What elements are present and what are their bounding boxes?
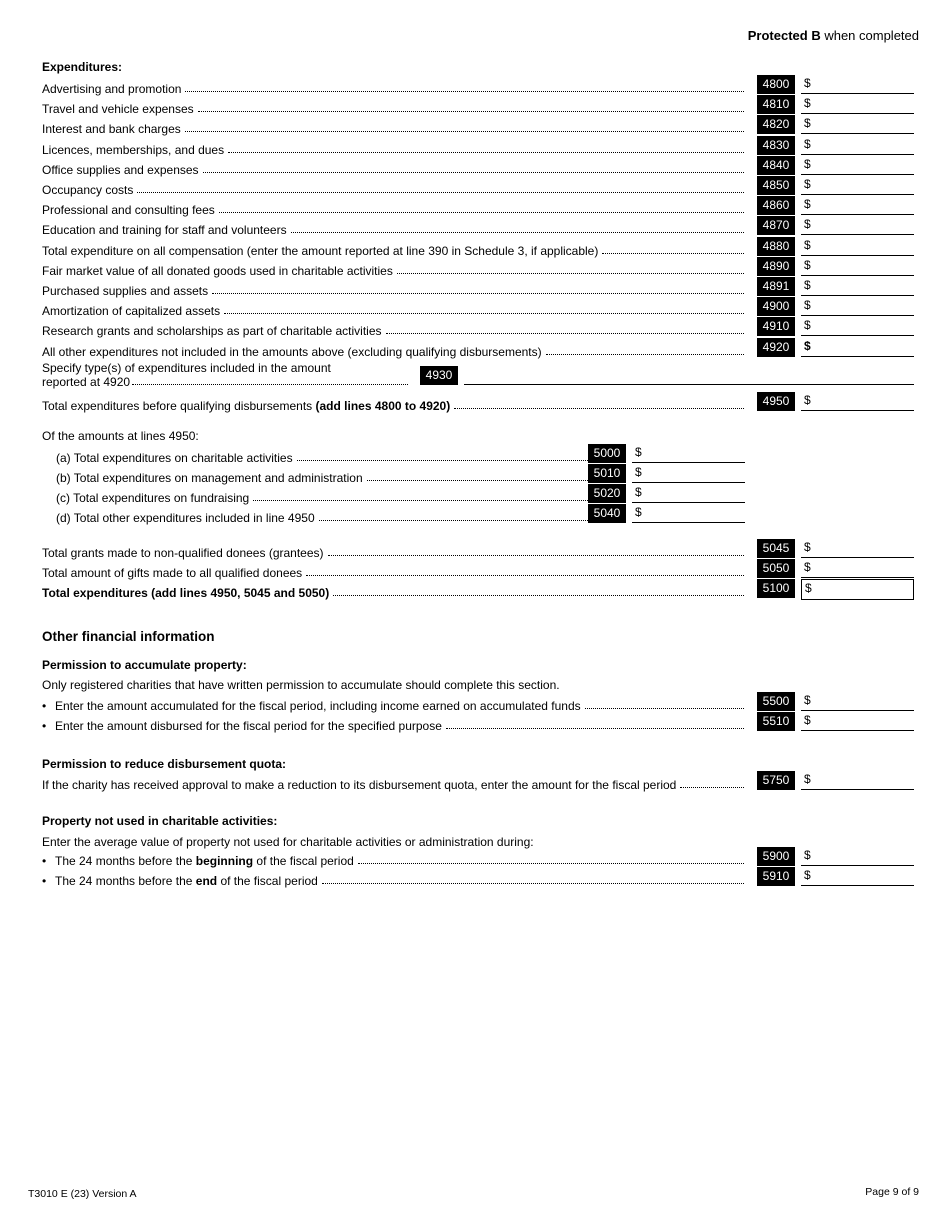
currency-symbol: $ <box>804 772 811 786</box>
currency-symbol: $ <box>635 485 642 499</box>
field-4890[interactable] <box>801 257 914 276</box>
accumulate-title: Permission to accumulate property: <box>42 658 247 672</box>
line-4880-label: Total expenditure on all compensation (enter the amount reported at line 390 in Schedule 3, if applicable) <box>42 244 599 258</box>
form-id: T3010 E (23) Version A <box>28 1188 137 1200</box>
leader-dots <box>680 776 744 788</box>
code-4810: 4810 <box>757 95 795 114</box>
currency-symbol: $ <box>804 116 811 130</box>
leader-dots <box>132 375 408 385</box>
field-4880[interactable] <box>801 237 914 256</box>
code-5100: 5100 <box>757 579 795 598</box>
field-5020[interactable] <box>632 484 745 503</box>
leader-dots <box>386 322 744 334</box>
line-5500-label: Enter the amount accumulated for the fiscal period, including income earned on accumulated funds <box>55 699 581 713</box>
total-4950-label-bold: (add lines 4800 to 4920) <box>315 399 451 413</box>
total-before-qualifying-row <box>42 397 744 415</box>
code-4870: 4870 <box>757 216 795 235</box>
property-title: Property not used in charitable activities: <box>42 814 278 828</box>
line-5045-label: Total grants made to non-qualified donees (grantees) <box>42 546 324 560</box>
leader-dots <box>319 509 590 521</box>
total-expenditures-row <box>42 584 744 602</box>
field-5000[interactable] <box>632 444 745 463</box>
code-4800: 4800 <box>757 75 795 94</box>
bullet-icon: • <box>42 719 47 733</box>
code-5000: 5000 <box>588 444 626 463</box>
field-4820[interactable] <box>801 115 914 134</box>
total-5100-label: Total expenditures (add lines 4950, 5045 and 5050) <box>42 586 333 600</box>
line-5010-row <box>56 469 590 487</box>
reduce-label: If the charity has received approval to make a reduction to its disbursement quota, enter the amount for the fiscal period <box>42 778 680 792</box>
line-4860-row <box>42 201 744 219</box>
currency-symbol: $ <box>804 693 811 707</box>
breakdown-intro: Of the amounts at lines 4950: <box>42 429 199 443</box>
field-4850[interactable] <box>801 176 914 195</box>
field-4800[interactable] <box>801 75 914 94</box>
code-5500: 5500 <box>757 692 795 711</box>
field-5910[interactable] <box>801 867 914 886</box>
expenditures-title: Expenditures: <box>42 60 123 74</box>
bullet-icon: • <box>42 854 47 868</box>
leader-dots <box>212 282 744 294</box>
leader-dots <box>358 852 744 864</box>
code-4920: 4920 <box>757 338 795 357</box>
field-4950[interactable] <box>801 392 914 411</box>
leader-dots <box>306 564 744 576</box>
leader-dots <box>185 120 744 132</box>
line-4910-label: Research grants and scholarships as part of charitable activities <box>42 324 382 338</box>
code-5510: 5510 <box>757 712 795 731</box>
currency-symbol: $ <box>804 76 811 90</box>
code-5020: 5020 <box>588 484 626 503</box>
specify-input-line[interactable] <box>464 384 914 385</box>
currency-symbol: $ <box>804 137 811 151</box>
line-5050-row <box>42 564 744 582</box>
currency-symbol: $ <box>804 238 811 252</box>
currency-symbol: $ <box>804 258 811 272</box>
field-5040[interactable] <box>632 504 745 523</box>
code-5750: 5750 <box>757 771 795 790</box>
line-5000-label: (a) Total expenditures on charitable activities <box>56 451 293 465</box>
leader-dots <box>446 717 744 729</box>
leader-dots <box>203 161 744 173</box>
line-4830-label: Licences, memberships, and dues <box>42 143 225 157</box>
field-4900[interactable] <box>801 297 914 316</box>
field-5500[interactable] <box>801 692 914 711</box>
field-5100[interactable] <box>801 579 914 600</box>
line-5000-row <box>56 449 590 467</box>
line-5510-row <box>42 717 744 735</box>
line-5500-row <box>42 697 744 715</box>
line-4800-label: Advertising and promotion <box>42 82 182 96</box>
property-end-row: • The 24 months before the end of the fiscal period <box>42 872 744 890</box>
currency-symbol: $ <box>805 581 812 595</box>
line-4810-row <box>42 100 744 118</box>
code-4880: 4880 <box>757 237 795 256</box>
leader-dots <box>297 449 590 461</box>
currency-symbol: $ <box>804 339 811 353</box>
code-4891: 4891 <box>757 277 795 296</box>
currency-symbol: $ <box>804 848 811 862</box>
line-4810-label: Travel and vehicle expenses <box>42 102 194 116</box>
line-4800-row <box>42 80 744 98</box>
other-financial-title: Other financial information <box>42 629 215 644</box>
currency-symbol: $ <box>804 318 811 332</box>
leader-dots <box>219 201 744 213</box>
line-4920-row <box>42 343 744 361</box>
accumulate-intro: Only registered charities that have written permission to accumulate should complete this section. <box>42 678 560 692</box>
line-4870-label: Education and training for staff and volunteers <box>42 223 287 237</box>
field-4891[interactable] <box>801 277 914 296</box>
code-5040: 5040 <box>588 504 626 523</box>
line-5040-row <box>56 509 590 527</box>
field-5050[interactable] <box>801 559 914 578</box>
leader-dots <box>585 697 744 709</box>
line-4820-label: Interest and bank charges <box>42 122 181 136</box>
currency-symbol: $ <box>804 278 811 292</box>
protected-b-header <box>748 28 919 43</box>
line-5510-label: Enter the amount disbursed for the fiscal period for the specified purpose <box>55 719 442 733</box>
line-5020-label: (c) Total expenditures on fundraising <box>56 491 250 505</box>
code-5910: 5910 <box>757 867 795 886</box>
field-4920[interactable] <box>801 338 914 357</box>
currency-symbol: $ <box>804 197 811 211</box>
protected-suffix: when completed <box>820 28 919 43</box>
leader-dots <box>367 469 590 481</box>
protected-label: Protected B <box>747 28 821 43</box>
property-intro: Enter the average value of property not used for charitable activities or administration during: <box>42 835 534 849</box>
leader-dots <box>328 544 744 556</box>
property-beginning-row: • The 24 months before the beginning of the fiscal period <box>42 852 744 870</box>
specify-line2: reported at 4920 <box>42 375 131 389</box>
currency-symbol: $ <box>804 868 811 882</box>
line-4900-label: Amortization of capitalized assets <box>42 304 221 318</box>
line-4890-row <box>42 262 744 280</box>
code-4930: 4930 <box>420 366 458 385</box>
code-5010: 5010 <box>588 464 626 483</box>
leader-dots <box>291 221 744 233</box>
reduce-row <box>42 776 744 794</box>
line-4850-row <box>42 181 744 199</box>
code-4950: 4950 <box>757 392 795 411</box>
leader-dots <box>253 489 590 501</box>
bullet-icon: • <box>42 699 47 713</box>
line-4890-label: Fair market value of all donated goods used in charitable activities <box>42 264 393 278</box>
field-5045[interactable] <box>801 539 914 558</box>
page-number: Page 9 of 9 <box>865 1186 919 1198</box>
line-5050-label: Total amount of gifts made to all qualified donees <box>42 566 303 580</box>
leader-dots <box>397 262 744 274</box>
line-4910-row <box>42 322 744 340</box>
currency-symbol: $ <box>804 217 811 231</box>
code-4820: 4820 <box>757 115 795 134</box>
leader-dots <box>454 397 744 409</box>
code-4910: 4910 <box>757 317 795 336</box>
leader-dots <box>137 181 744 193</box>
line-5020-row <box>56 489 590 507</box>
currency-symbol: $ <box>804 540 811 554</box>
field-4860[interactable] <box>801 196 914 215</box>
line-4850-label: Occupancy costs <box>42 183 134 197</box>
code-4890: 4890 <box>757 257 795 276</box>
line-4870-row <box>42 221 744 239</box>
code-5050: 5050 <box>757 559 795 578</box>
leader-dots <box>228 141 744 153</box>
currency-symbol: $ <box>635 465 642 479</box>
field-4870[interactable] <box>801 216 914 235</box>
currency-symbol: $ <box>804 96 811 110</box>
line-4900-row <box>42 302 744 320</box>
field-5010[interactable] <box>632 464 745 483</box>
leader-dots <box>333 584 744 596</box>
currency-symbol: $ <box>635 445 642 459</box>
line-4860-label: Professional and consulting fees <box>42 203 215 217</box>
leader-dots <box>602 242 744 254</box>
code-4840: 4840 <box>757 156 795 175</box>
code-5900: 5900 <box>757 847 795 866</box>
code-4850: 4850 <box>757 176 795 195</box>
leader-dots <box>546 343 744 355</box>
total-4950-label: Total expenditures before qualifying disbursements <box>42 399 316 413</box>
line-4891-row <box>42 282 744 300</box>
line-4880-row <box>42 242 744 260</box>
leader-dots <box>198 100 744 112</box>
line-5045-row <box>42 544 744 562</box>
field-5750[interactable] <box>801 771 914 790</box>
currency-symbol: $ <box>804 393 811 407</box>
currency-symbol: $ <box>804 298 811 312</box>
specify-line1: Specify type(s) of expenditures included in the amount <box>42 361 331 375</box>
leader-dots <box>224 302 744 314</box>
code-4900: 4900 <box>757 297 795 316</box>
line-4840-row <box>42 161 744 179</box>
specify-label <box>42 361 408 389</box>
field-4910[interactable] <box>801 317 914 336</box>
code-5045: 5045 <box>757 539 795 558</box>
leader-dots <box>322 872 744 884</box>
field-4830[interactable] <box>801 136 914 155</box>
bullet-icon: • <box>42 874 47 888</box>
field-5510[interactable] <box>801 712 914 731</box>
field-4810[interactable] <box>801 95 914 114</box>
currency-symbol: $ <box>804 560 811 574</box>
currency-symbol: $ <box>635 505 642 519</box>
currency-symbol: $ <box>804 157 811 171</box>
leader-dots <box>185 80 744 92</box>
code-4830: 4830 <box>757 136 795 155</box>
code-4860: 4860 <box>757 196 795 215</box>
currency-symbol: $ <box>804 177 811 191</box>
line-4820-row <box>42 120 744 138</box>
field-4840[interactable] <box>801 156 914 175</box>
currency-symbol: $ <box>804 713 811 727</box>
line-4830-row <box>42 141 744 159</box>
field-5900[interactable] <box>801 847 914 866</box>
line-5010-label: (b) Total expenditures on management and administration <box>56 471 363 485</box>
line-4920-label: All other expenditures not included in the amounts above (excluding qualifying disbursements) <box>42 345 542 359</box>
line-4840-label: Office supplies and expenses <box>42 163 199 177</box>
line-5040-label: (d) Total other expenditures included in line 4950 <box>56 511 315 525</box>
reduce-title: Permission to reduce disbursement quota: <box>42 757 287 771</box>
line-4891-label: Purchased supplies and assets <box>42 284 209 298</box>
